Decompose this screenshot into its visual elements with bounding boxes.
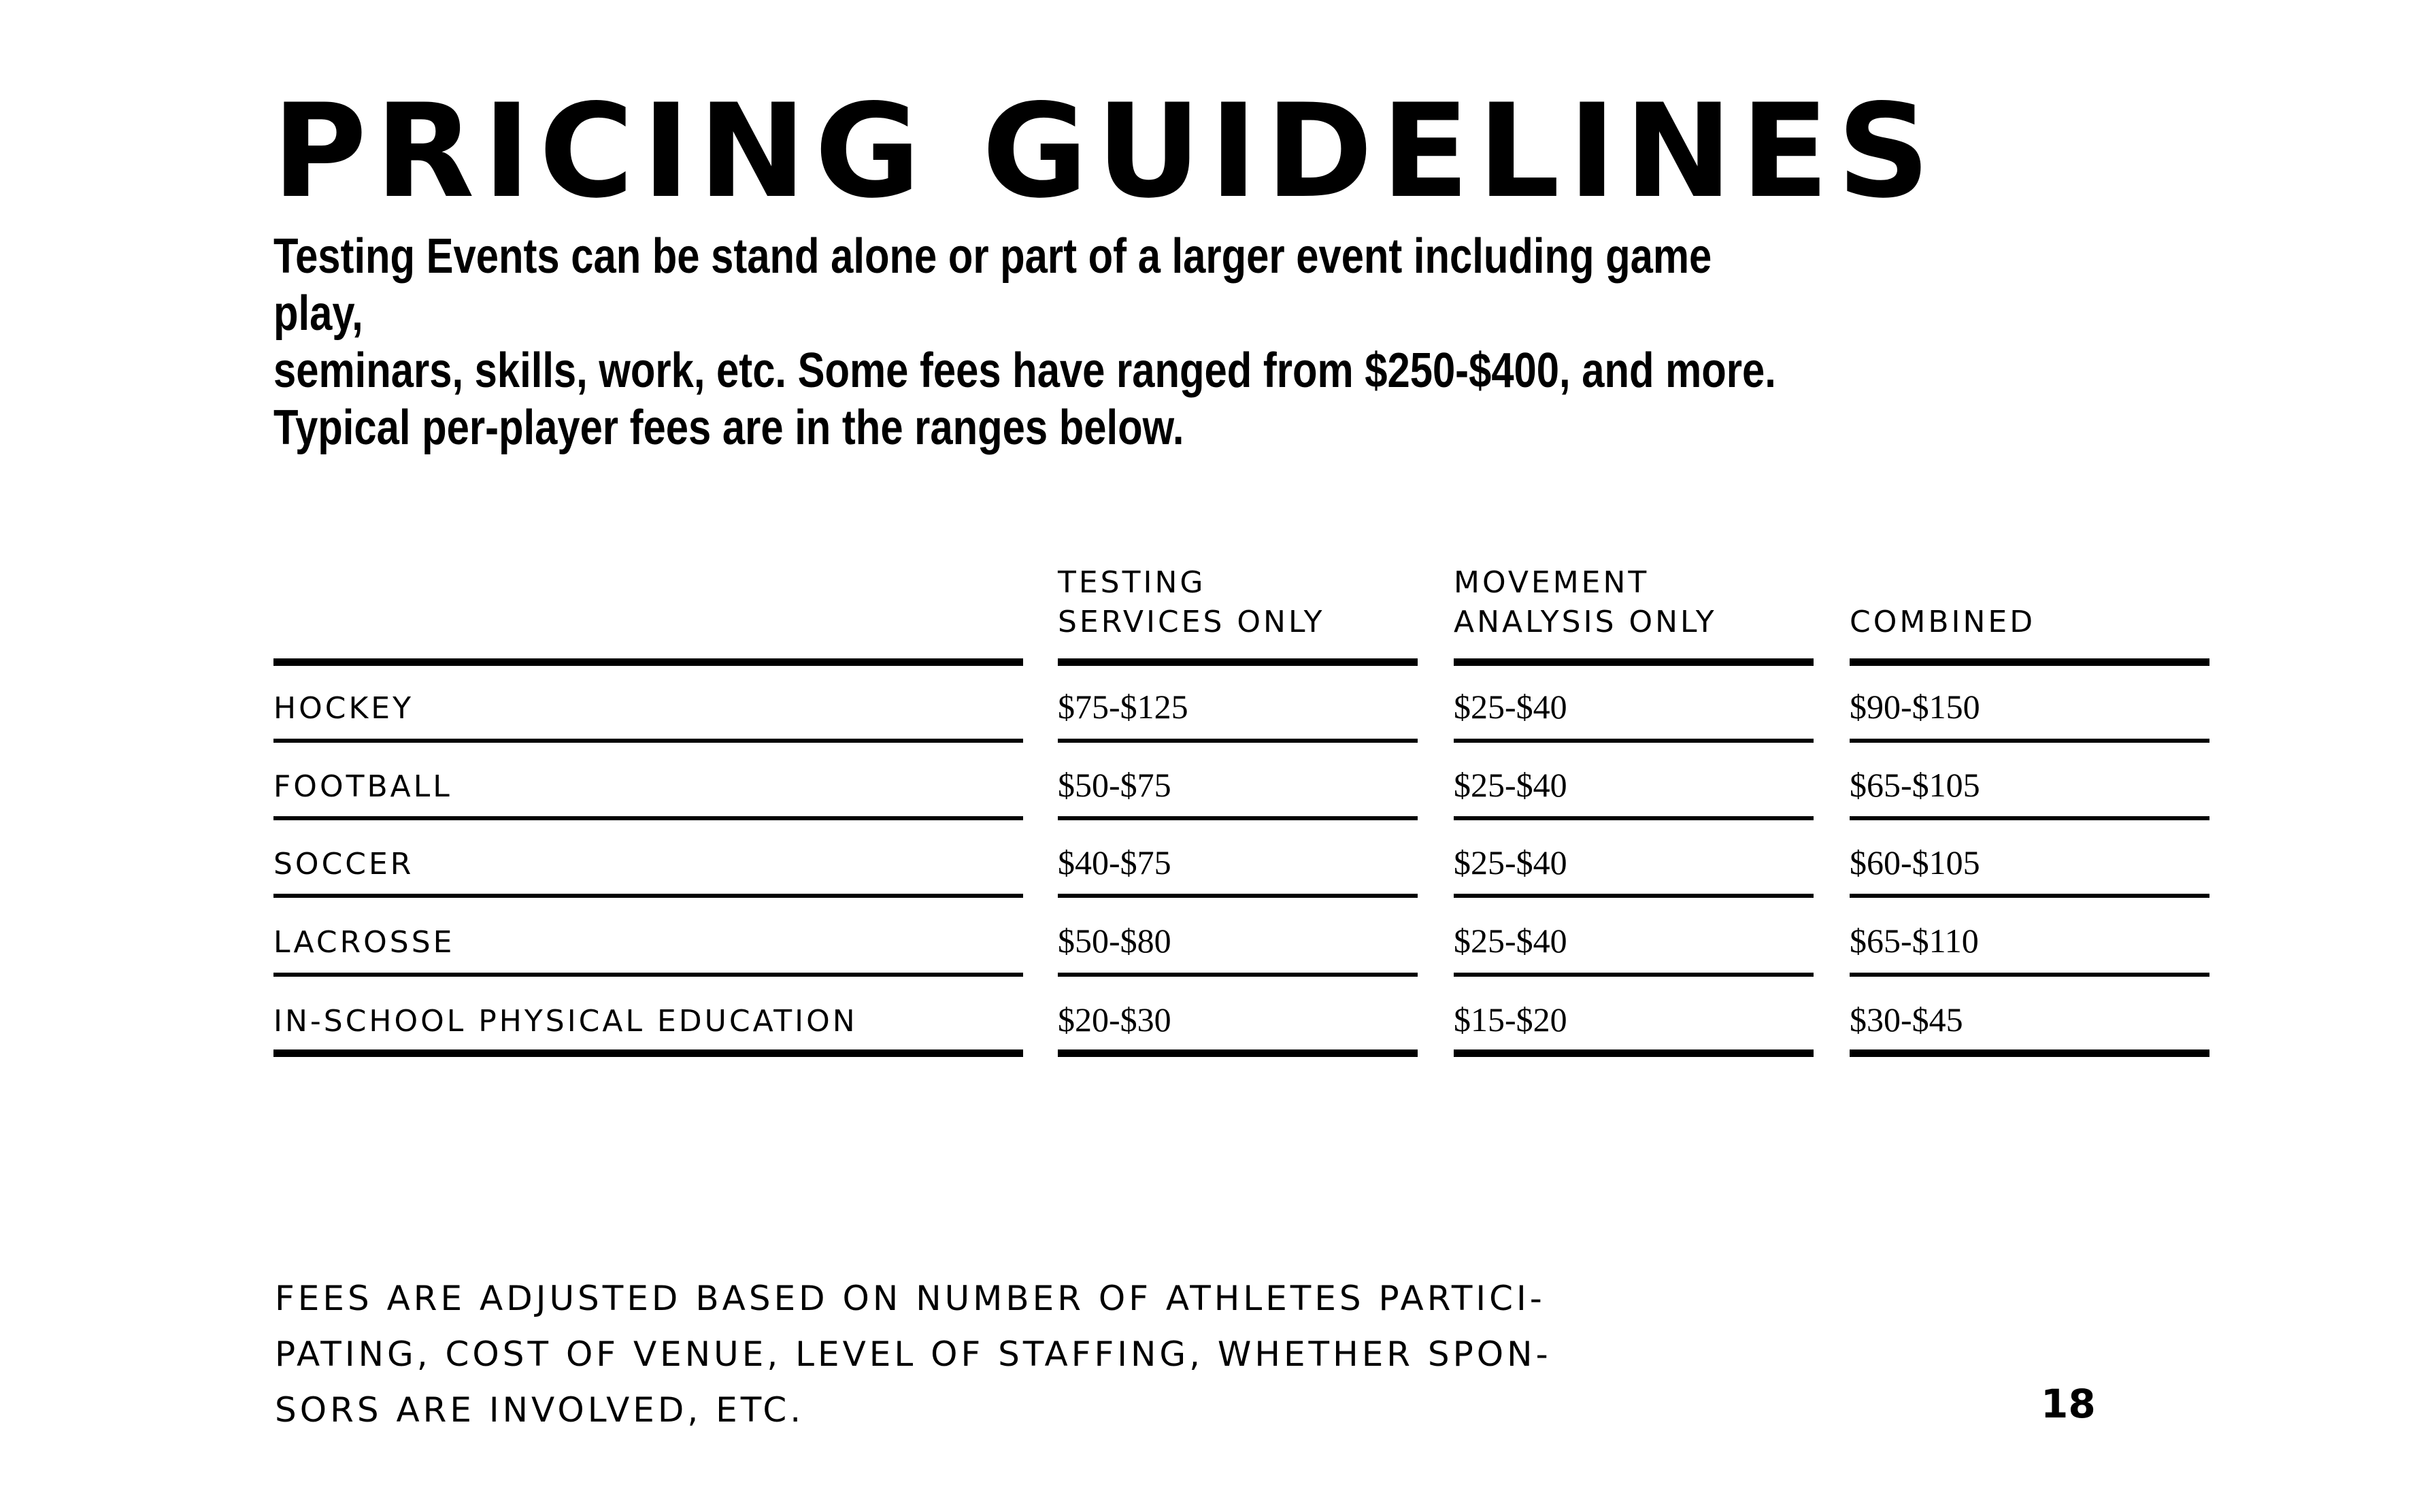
- intro-line: seminars, skills, work, etc. Some fees have ranged from $250-$400, and more.: [273, 343, 1776, 398]
- bottom-rule: [273, 1049, 1023, 1057]
- row-rule: [1850, 973, 2209, 977]
- price-cell: $25-$40: [1454, 922, 1567, 960]
- column-header-testing: [1058, 563, 1325, 642]
- footnote-line: FEES ARE ADJUSTED BASED ON NUMBER OF ATHLETES PARTICI-: [275, 1279, 1546, 1318]
- intro-line: Testing Events can be stand alone or part of a larger event including game play,: [273, 229, 1712, 341]
- price-cell: $75-$125: [1058, 688, 1188, 726]
- column-header-line: ANALYSIS ONLY: [1454, 605, 1717, 639]
- footnote: [275, 1271, 1567, 1438]
- row-rule: [1454, 894, 1814, 898]
- row-rule: [273, 816, 1023, 820]
- price-cell: $30-$45: [1850, 1001, 1963, 1039]
- row-rule: [1058, 894, 1418, 898]
- row-rule: [1454, 816, 1814, 820]
- sport-cell: LACROSSE: [273, 925, 455, 960]
- price-cell: $65-$110: [1850, 922, 1979, 960]
- column-header-movement: [1454, 563, 1717, 642]
- sport-cell: FOOTBALL: [273, 769, 452, 804]
- footnote-line: PATING, COST OF VENUE, LEVEL OF STAFFING, WHETHER SPON-: [275, 1334, 1552, 1374]
- price-cell: $40-$75: [1058, 843, 1171, 881]
- header-rule: [1058, 658, 1418, 666]
- intro-paragraph: [273, 228, 1798, 456]
- row-rule: [1454, 973, 1814, 977]
- page-title: PRICING GUIDELINES: [272, 76, 1939, 226]
- sport-cell: SOCCER: [273, 847, 414, 881]
- row-rule: [1850, 739, 2209, 743]
- price-cell: $50-$75: [1058, 766, 1171, 804]
- price-cell: $15-$20: [1454, 1001, 1567, 1039]
- row-rule: [1058, 739, 1418, 743]
- footnote-line: SORS ARE INVOLVED, ETC.: [275, 1390, 805, 1430]
- row-rule: [273, 973, 1023, 977]
- sport-cell: HOCKEY: [273, 691, 414, 726]
- price-cell: $25-$40: [1454, 688, 1567, 726]
- price-cell: $60-$105: [1850, 843, 1980, 881]
- row-rule: [1058, 816, 1418, 820]
- page-number: 18: [2041, 1381, 2096, 1427]
- row-rule: [273, 739, 1023, 743]
- price-cell: $50-$80: [1058, 922, 1171, 960]
- header-rule: [1850, 658, 2209, 666]
- row-rule: [1058, 973, 1418, 977]
- bottom-rule: [1850, 1049, 2209, 1057]
- header-rule: [1454, 658, 1814, 666]
- column-header-line: MOVEMENT: [1454, 565, 1650, 600]
- bottom-rule: [1454, 1049, 1814, 1057]
- bottom-rule: [1058, 1049, 1418, 1057]
- row-rule: [273, 894, 1023, 898]
- row-rule: [1850, 894, 2209, 898]
- price-cell: $90-$150: [1850, 688, 1980, 726]
- row-rule: [1850, 816, 2209, 820]
- row-rule: [1454, 739, 1814, 743]
- price-cell: $25-$40: [1454, 766, 1567, 804]
- sport-cell: IN-SCHOOL PHYSICAL EDUCATION: [273, 1004, 858, 1039]
- price-cell: $25-$40: [1454, 843, 1567, 881]
- price-cell: $65-$105: [1850, 766, 1980, 804]
- intro-line: Typical per-player fees are in the ranges below.: [273, 401, 1184, 455]
- column-header-line: SERVICES ONLY: [1058, 605, 1325, 639]
- column-header-line: TESTING: [1058, 565, 1206, 600]
- price-cell: $20-$30: [1058, 1001, 1171, 1039]
- column-header-combined: [1850, 603, 2035, 642]
- header-rule: [273, 658, 1023, 666]
- column-header-line: COMBINED: [1850, 605, 2036, 639]
